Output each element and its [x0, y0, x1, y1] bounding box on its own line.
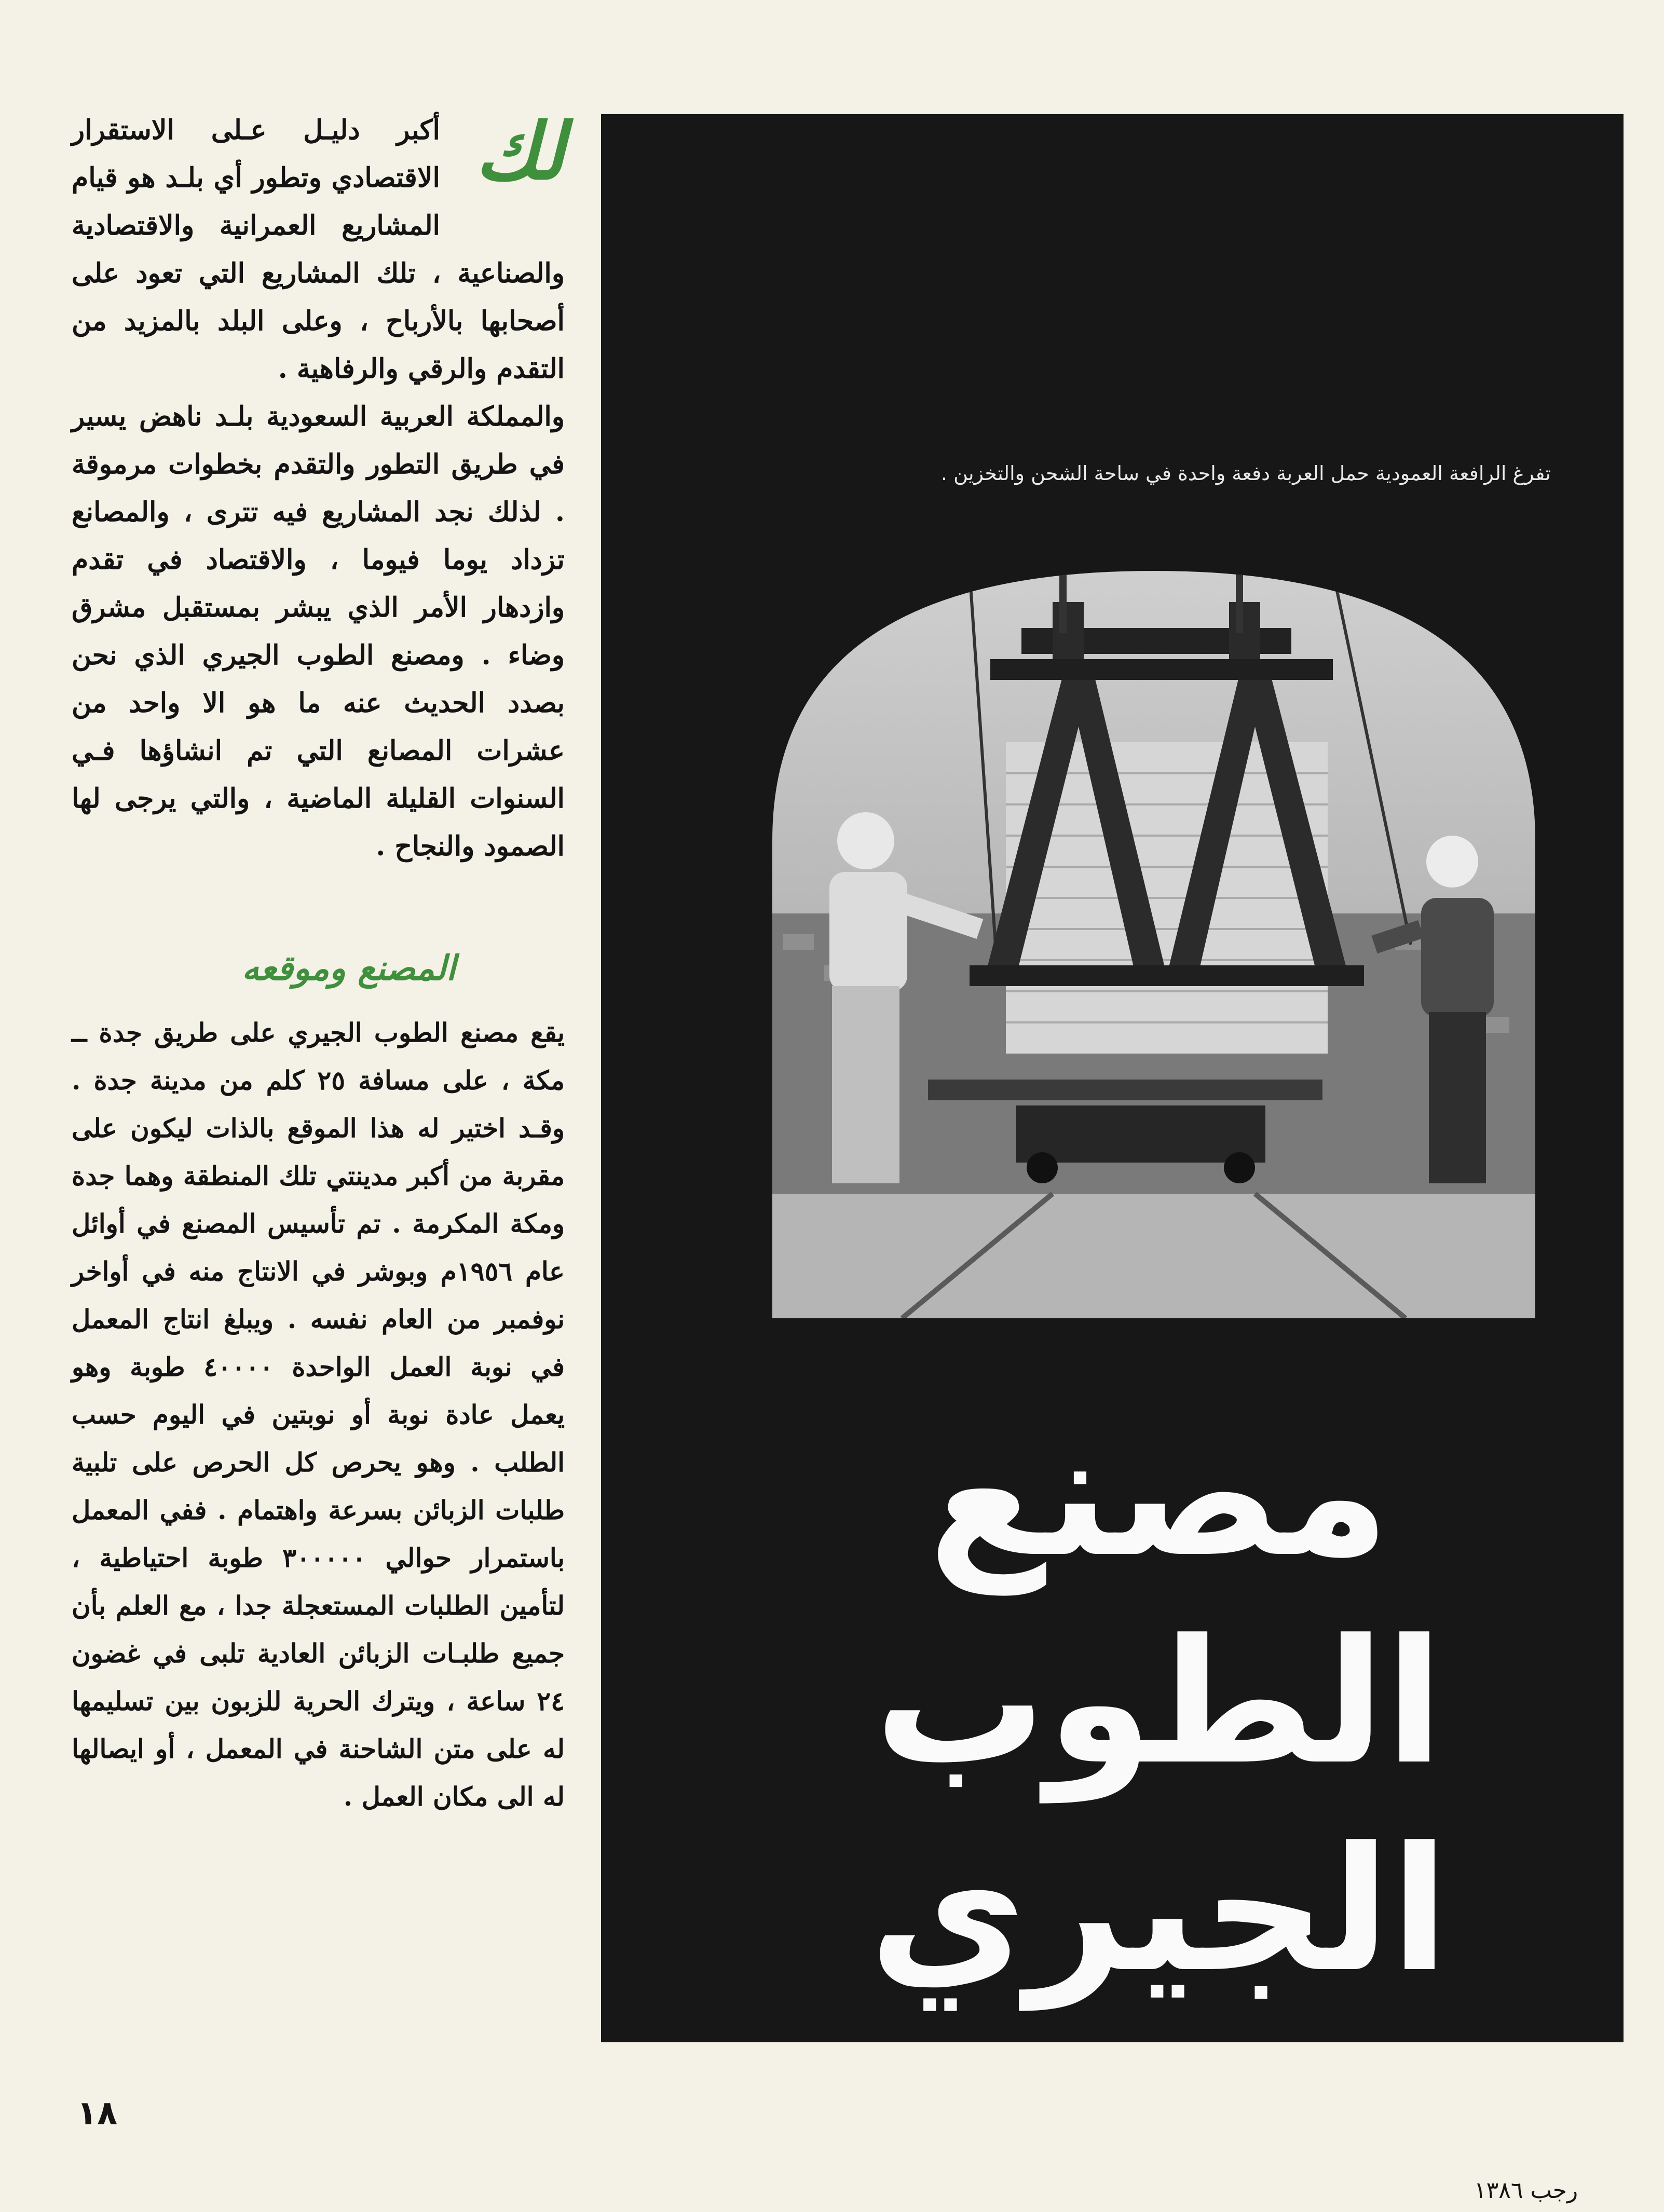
- article-title: [757, 1391, 1561, 2014]
- intro-paragraph-2: والمملكة العربية السعودية بلـد ناهض يسير في طريق التطور والتقدم بخطوات مرموقة . لذلك نجد المشاريع فيه تترى ، والمصانع تزداد يوما فيوما ، والاقتصاد في تقدم وازدهار الأمر الذي يبشر بمستقبل مشرق وضاء . ومصنع الطوب الجيري الذي نحن بصدد الحديث عنه ما هو الا واحد من عشرات المصانع التي تم انشاؤها فـي السنوات القليلة الماضية ، والتي يرجى لها الصمود والنجاح .: [72, 401, 565, 862]
- photo-crane-bricks: [772, 571, 1535, 1318]
- title-line-2: الجيري: [869, 1810, 1449, 2010]
- section-heading: المصنع وموقعه: [242, 948, 456, 988]
- page-number: ١٨: [77, 2094, 118, 2133]
- feature-panel: [601, 114, 1624, 2042]
- section-body: [72, 1009, 565, 1821]
- issue-date: رجب ١٣٨٦: [1474, 2177, 1578, 2204]
- section-paragraph: يقع مصنع الطوب الجيري على طريق جدة ــ مكة ، على مسافة ٢٥ كلم من مدينة جدة . وقـد اختير له هذا الموقع بالذات ليكون على مقربة من أكبر مدينتي تلك المنطقة وهما جدة ومكة المكرمة . تم تأسيس المصنع في أوائل عام ١٩٥٦م وبوشر في الانتاج منه في أواخر نوفمبر من العام نفسه . ويبلغ انتاج المعمل في نوبة العمل الواحدة ٤٠٠٠٠ طوبة وهو يعمل عادة نوبة أو نوبتين في اليوم حسب الطلب . وهو يحرص كل الحرص على تلبية طلبات الزبائن بسرعة واهتمام . ففي المعمل باستمرار حوالي ٣٠٠٠٠٠ طوبة احتياطية ، لتأمين الطلبات المستعجلة جدا ، مع العلم بأن جميع طلبـات الزبائن العادية تلبى في غضون ٢٤ ساعة ، ويترك الحرية للزبون بين تسليمها له على متن الشاحنة في المعمل ، أو ايصالها له الى مكان العمل .: [72, 1017, 565, 1812]
- intro-block: [72, 106, 565, 870]
- article-column: [72, 106, 565, 1821]
- title-line-1: مصنع الطوب: [874, 1395, 1444, 1802]
- intro-paragraph-1: أكبر دليـل عـلى الاستقرار الاقتصادي وتطور أي بلـد هو قيام المشاريع العمرانية والاقتصادية والصناعية ، تلك المشاريع التي تعود على أصحابها بالأرباح ، وعلى البلد بالمزيد من التقدم والرقي والرفاهية .: [72, 114, 565, 385]
- drop-cap: لك: [475, 106, 565, 197]
- photo-caption: تفرغ الرافعة العمودية حمل العربة دفعة واحدة في ساحة الشحن والتخزين .: [940, 462, 1551, 485]
